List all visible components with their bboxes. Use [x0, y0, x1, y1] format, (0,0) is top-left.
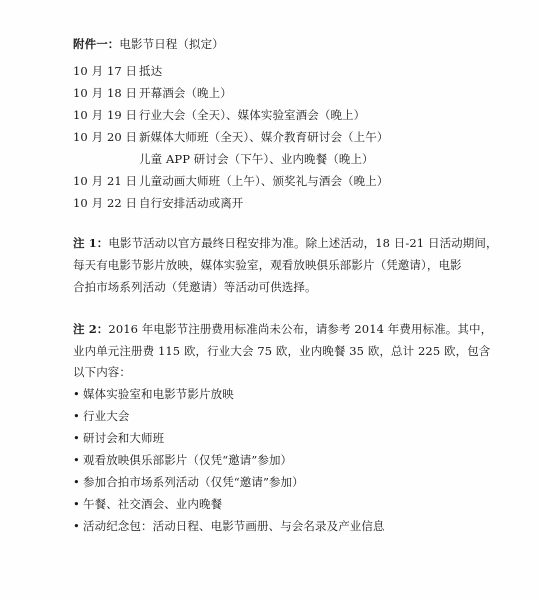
bullet-icon: •: [73, 497, 80, 511]
schedule-row: [73, 129, 388, 145]
note1-line: 每天有电影节影片放映，媒体实验室，观看放映俱乐部影片（凭邀请），电影: [73, 258, 462, 272]
bullet-icon: •: [73, 475, 80, 489]
schedule-event: 儿童动画大师班（上午）、颁奖礼与酒会（晚上）: [139, 174, 389, 188]
bullet-icon: •: [73, 431, 80, 445]
schedule-row: [73, 63, 162, 79]
document-title: [73, 36, 224, 52]
schedule-row: [73, 173, 388, 189]
bullet-icon: •: [73, 519, 80, 533]
schedule-row: [73, 195, 243, 211]
schedule-date: 10 月 18 日: [73, 86, 138, 100]
schedule-event: 新媒体大师班（全天）、媒介教育研讨会（上午）: [139, 130, 389, 144]
note2-line: 以下内容：: [73, 365, 131, 379]
schedule-event: 行业大会（全天）、媒体实验室酒会（晚上）: [139, 108, 366, 122]
schedule-date: 10 月 20 日: [73, 130, 138, 144]
note1-line: [73, 235, 498, 251]
schedule-date: 10 月 17 日: [73, 64, 138, 78]
schedule-row: [73, 107, 365, 123]
bullet-icon: •: [73, 453, 80, 467]
bullet-icon: •: [73, 409, 80, 423]
note1-line: 合拍市场系列活动（凭邀请）等活动可供选择。: [73, 280, 317, 294]
schedule-date: 10 月 19 日: [73, 108, 138, 122]
note2-text: 2016 年电影节注册费用标准尚未公布，请参考 2014 年费用标准。其中，: [108, 322, 493, 336]
schedule-event: 抵达: [139, 64, 163, 78]
list-item: [73, 452, 292, 468]
list-item-text: 午餐、社交酒会、业内晚餐: [83, 497, 223, 511]
title-text: 电影节日程（拟定）: [119, 37, 224, 51]
list-item-text: 媒体实验室和电影节影片放映: [83, 387, 234, 401]
list-item-text: 参加合拍市场系列活动（仅凭“邀请”参加）: [83, 475, 304, 489]
attachment-label: 附件一：: [73, 37, 120, 51]
list-item: [73, 496, 222, 512]
list-item: [73, 474, 304, 490]
schedule-event: 儿童 APP 研讨会（下午）、业内晚餐（晚上）: [139, 152, 374, 166]
list-item: [73, 430, 164, 446]
schedule-row: [73, 151, 374, 167]
list-item-text: 研讨会和大师班: [83, 431, 165, 445]
note2-line: [73, 321, 492, 337]
note2-label: 注 2：: [73, 322, 109, 336]
schedule-row: [73, 85, 232, 101]
list-item-text: 行业大会: [83, 409, 130, 423]
list-item: [73, 408, 129, 424]
bullet-icon: •: [73, 387, 80, 401]
note1-label: 注 1：: [73, 236, 109, 250]
schedule-date: 10 月 21 日: [73, 174, 138, 188]
note1-text: 电影节活动以官方最终日程安排为准。除上述活动，18 日-21 日活动期间，: [108, 236, 498, 250]
list-item-text: 观看放映俱乐部影片（仅凭“邀请”参加）: [83, 453, 293, 467]
schedule-date: 10 月 22 日: [73, 196, 138, 210]
schedule-event: 自行安排活动或离开: [139, 196, 244, 210]
list-item: [73, 518, 385, 534]
list-item: [73, 386, 234, 402]
note2-line: 业内单元注册费 115 欧，行业大会 75 欧，业内晚餐 35 欧，总计 225 欧，包含: [73, 344, 491, 358]
schedule-event: 开幕酒会（晚上）: [139, 86, 232, 100]
list-item-text: 活动纪念包：活动日程、电影节画册、与会名录及产业信息: [83, 519, 385, 533]
